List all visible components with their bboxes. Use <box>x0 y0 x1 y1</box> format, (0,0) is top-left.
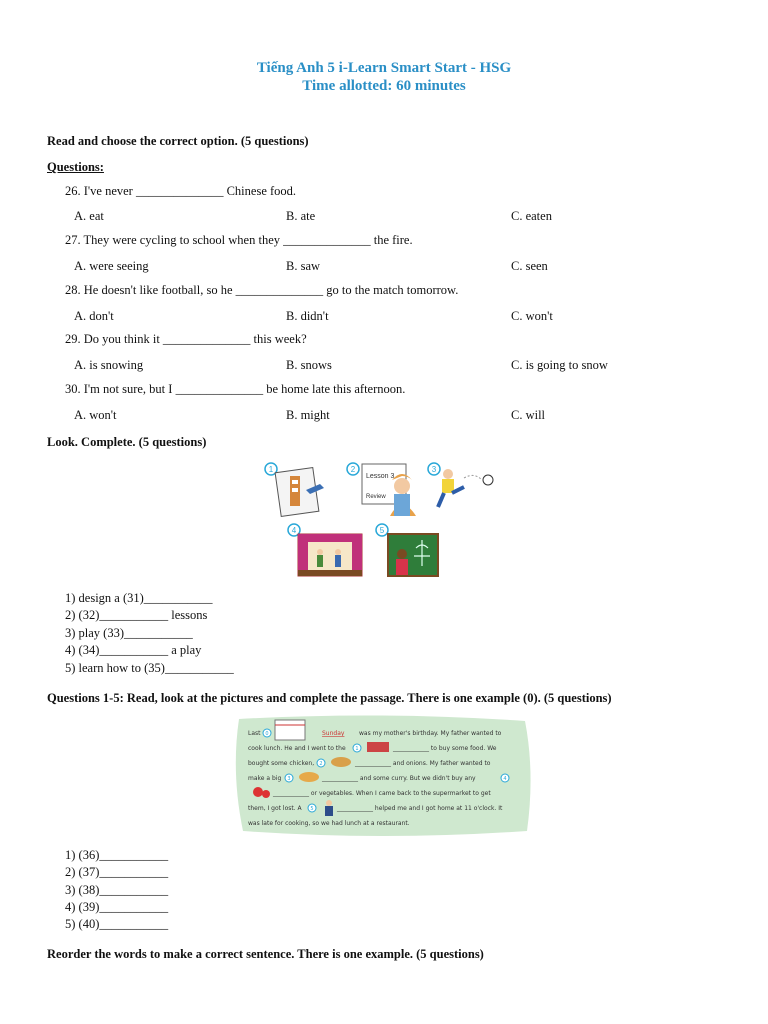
potato-icon <box>331 757 351 767</box>
section3-heading: Questions 1-5: Read, look at the pictures and complete the passage. There is one example (0). (5 questions) <box>47 691 612 705</box>
section2-heading: Look. Complete. (5 questions) <box>47 435 207 449</box>
illustration-activities <box>262 458 502 582</box>
passage-text: make a big <box>248 775 282 782</box>
option-b: B. ate <box>286 209 316 223</box>
number-3: 3 <box>431 465 437 474</box>
option-c: C. eaten <box>511 209 552 223</box>
option-b: B. might <box>286 408 330 422</box>
answer-line-36: 1) (36)___________ <box>65 848 169 862</box>
option-b: B. snows <box>286 358 332 372</box>
passage-number: 3 <box>287 776 291 782</box>
answer-line-39: 4) (39)___________ <box>65 900 169 914</box>
option-a: A. don't <box>74 309 114 323</box>
passage-text: bought some chicken, <box>248 760 315 767</box>
option-c: C. seen <box>511 259 548 273</box>
option-b: B. saw <box>286 259 321 273</box>
passage-number: 4 <box>503 776 507 782</box>
section4-heading: Reorder the words to make a correct sentence. There is one example. (5 questions) <box>47 947 484 961</box>
passage-text: cook lunch. He and I went to the <box>248 745 346 752</box>
answer-line-32: 2) (32)___________ lessons <box>65 608 208 622</box>
passage-number: 0 <box>265 731 269 737</box>
option-b: B. didn't <box>286 309 329 323</box>
option-a: A. were seeing <box>74 259 149 273</box>
question-30: 30. I'm not sure, but I ______________ be home late this afternoon. <box>65 382 406 396</box>
page-subtitle: Time allotted: 60 minutes <box>302 78 466 94</box>
answer-line-31: 1) design a (31)___________ <box>65 591 213 605</box>
pie-icon <box>299 772 319 782</box>
option-a: A. eat <box>74 209 104 223</box>
number-1: 1 <box>268 465 274 474</box>
answer-line-37: 2) (37)___________ <box>65 865 169 879</box>
question-28: 28. He doesn't like football, so he ______________ go to the match tomorrow. <box>65 283 459 297</box>
option-a: A. is snowing <box>74 358 144 372</box>
calendar-icon <box>275 720 305 740</box>
option-c: C. won't <box>511 309 553 323</box>
passage-number: 1 <box>355 746 359 752</box>
lesson-sign: Lesson 3 <box>366 473 395 480</box>
passage-panel <box>233 713 533 838</box>
passage-text: was my mother's birthday. My father wanted to <box>359 730 502 737</box>
passage-text: ____________ to buy some food. We <box>393 745 497 752</box>
passage-text: ____________ or vegetables. When I came back to the supermarket to get <box>273 790 491 797</box>
passage-text: ____________ and some curry. But we didn't buy any <box>322 775 476 782</box>
passage-text: ____________ helped me and I got home at 11 o'clock. It <box>337 805 503 812</box>
question-29: 29. Do you think it ______________ this week? <box>65 332 307 346</box>
number-2: 2 <box>350 465 356 474</box>
answer-line-38: 3) (38)___________ <box>65 883 169 897</box>
answer-line-35: 5) learn how to (35)___________ <box>65 661 234 675</box>
passage-text: was late for cooking, so we had lunch at a restaurant. <box>248 820 410 827</box>
example-answer: Sunday <box>322 730 345 737</box>
questions-label: Questions: <box>47 160 104 174</box>
passage-text: Last <box>248 730 261 737</box>
police-icon <box>326 800 332 806</box>
answer-line-34: 4) (34)___________ a play <box>65 643 202 657</box>
passage-number: 5 <box>310 806 314 812</box>
option-c: C. is going to snow <box>511 358 608 372</box>
number-5: 5 <box>379 526 385 535</box>
number-4: 4 <box>291 526 297 535</box>
review-sign: Review <box>366 494 386 500</box>
page-title: Tiếng Anh 5 i-Learn Smart Start - HSG <box>256 60 512 76</box>
option-c: C. will <box>511 408 546 422</box>
answer-line-40: 5) (40)___________ <box>65 917 169 931</box>
strawberry-icon <box>253 787 263 797</box>
passage-text: ____________ and onions. My father wanted to <box>355 760 491 767</box>
question-27: 27. They were cycling to school when they ______________ the fire. <box>65 233 413 247</box>
bus-icon <box>367 742 389 752</box>
passage-text: them, I got lost. A <box>248 805 302 812</box>
option-a: A. won't <box>74 408 117 422</box>
section1-heading: Read and choose the correct option. (5 questions) <box>47 134 309 148</box>
answer-line-33: 3) play (33)___________ <box>65 626 193 640</box>
question-26: 26. I've never ______________ Chinese food. <box>65 184 297 198</box>
passage-number: 2 <box>319 761 323 767</box>
